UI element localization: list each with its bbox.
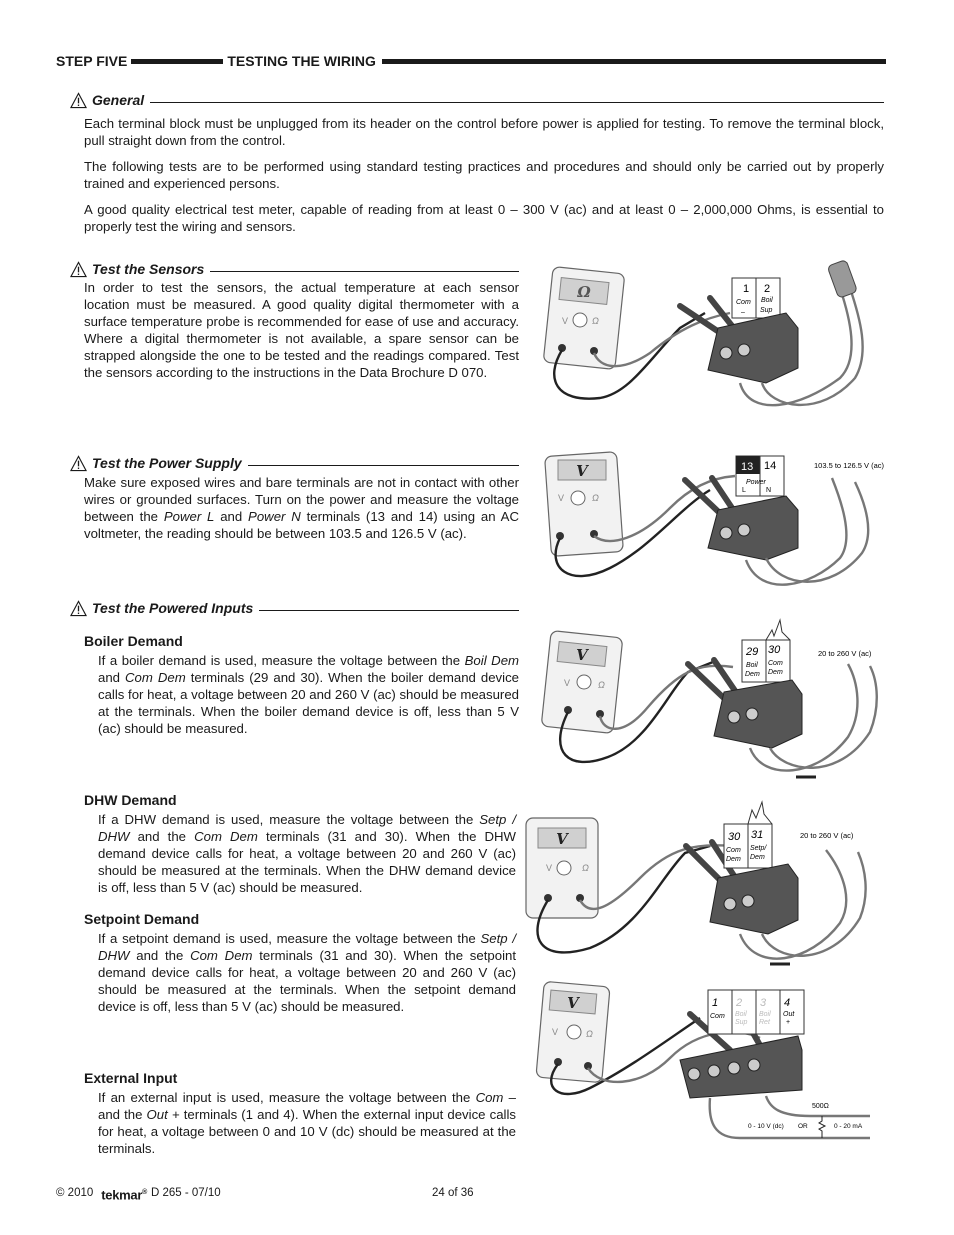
resistor-label: 500Ω: [812, 1103, 829, 1110]
svg-text:Ω: Ω: [592, 316, 599, 326]
multimeter: [541, 630, 623, 733]
sensor-test-figure: [540, 258, 890, 418]
svg-text:31: 31: [751, 829, 764, 841]
svg-text:Out: Out: [783, 1011, 795, 1018]
svg-text:Dem: Dem: [750, 854, 765, 861]
copyright: © 2010: [56, 1187, 94, 1200]
voltage-range-label: 0 - 10 V (dc): [748, 1123, 784, 1130]
step-title: TESTING THE WIRING: [227, 52, 376, 69]
page-footer: [56, 1184, 896, 1203]
svg-text:Boil: Boil: [735, 1011, 747, 1018]
warning-icon: [70, 92, 87, 109]
svg-text:Ω: Ω: [592, 493, 599, 503]
multimeter: [526, 818, 598, 918]
general-heading: [70, 92, 884, 109]
warning-icon: [70, 455, 87, 472]
header-rule: [382, 59, 886, 64]
multimeter: [543, 266, 625, 369]
svg-text:30: 30: [768, 644, 781, 656]
general-paragraph-2: The following tests are to be performed using standard testing practices and procedures and should only be carried out by properly trained and experienced persons.: [84, 159, 884, 191]
svg-text:Setp/: Setp/: [750, 845, 767, 852]
voltage-range-label: 20 to 260 V (ac): [818, 649, 872, 658]
svg-text:Com: Com: [768, 660, 783, 667]
powered-heading: [70, 600, 519, 617]
svg-text:V: V: [556, 830, 568, 848]
or-label: OR: [798, 1123, 808, 1130]
svg-text:Sup: Sup: [735, 1019, 748, 1026]
terminal-block: [680, 990, 804, 1098]
svg-text:Ret: Ret: [759, 1019, 770, 1026]
temperature-sensor: [827, 260, 857, 299]
svg-text:Ω: Ω: [582, 863, 589, 873]
svg-text:+: +: [786, 1019, 791, 1026]
general-paragraph-3: A good quality electrical test meter, capable of reading from at least 0 – 300 V (ac) and at least 0 – 2,000,000 Ohms, is essential to properly test the wiring and sensors.: [84, 202, 884, 234]
dhw-demand-figure: [520, 798, 890, 973]
svg-text:N: N: [766, 487, 772, 494]
svg-text:Ω: Ω: [598, 680, 605, 690]
svg-text:Boil: Boil: [746, 662, 758, 669]
sensors-paragraph: In order to test the sensors, the actual temperature at each sensor location must be measured. A good quality digital thermometer with a surface temperature probe is recommended for ease of use and accuracy. Where a digital thermometer is not available, a spare sensor can be strapped alongside the one to be tested and the readings compared. Test the sensors according to the instructions in the Data Brochure D 070.: [84, 280, 519, 380]
sensors-heading: [70, 261, 519, 278]
page-number: 24 of 36: [432, 1187, 474, 1200]
svg-text:Boil: Boil: [759, 1011, 771, 1018]
terminal-block: [708, 278, 798, 383]
boiler-demand-paragraph: If a boiler demand is used, measure the voltage between the Boil Dem and Com Dem terminals (29 and 30). When the boiler demand device calls for heat, a voltage between 20 and 260 V (ac) should be measured at the terminals. When the boiler demand device is off, less than 5 V (ac) should be measured.: [98, 653, 520, 736]
svg-text:Com: Com: [726, 847, 741, 854]
svg-text:–: –: [741, 309, 745, 316]
svg-text:V: V: [558, 493, 565, 503]
terminal-block: [708, 456, 798, 560]
svg-text:Boil: Boil: [761, 297, 773, 304]
svg-text:3: 3: [760, 997, 767, 1009]
multimeter: [536, 981, 610, 1082]
general-title: General: [92, 92, 145, 108]
svg-text:Power: Power: [746, 479, 766, 486]
svg-text:Com: Com: [710, 1013, 725, 1020]
svg-text:29: 29: [746, 646, 759, 658]
external-input-title: External Input: [84, 1070, 178, 1086]
power-title: Test the Power Supply: [92, 455, 242, 471]
power-test-figure: [540, 448, 890, 598]
voltage-range-label: 103.5 to 126.5 V (ac): [814, 461, 885, 470]
current-range-label: 0 - 20 mA: [834, 1123, 863, 1130]
heading-rule: [210, 271, 519, 272]
svg-text:1: 1: [743, 283, 750, 295]
svg-text:Sup: Sup: [760, 307, 773, 314]
dhw-demand-paragraph: If a DHW demand is used, measure the voltage between the Setp / DHW and the Com Dem terminals (31 and 30). When the DHW demand device calls for heat, a voltage between 20 and 260 V (ac) should be measured at the terminals. When the DHW demand device is off, less than 5 V (ac) should be measured.: [98, 812, 517, 895]
svg-text:V: V: [576, 646, 588, 664]
meter-display-v: V: [576, 462, 588, 480]
warning-icon: [70, 261, 87, 278]
power-heading: [70, 455, 519, 472]
svg-text:2: 2: [764, 283, 771, 295]
step-label: STEP FIVE: [56, 52, 128, 69]
svg-text:L: L: [742, 487, 746, 494]
svg-text:V: V: [564, 678, 571, 688]
boiler-demand-figure: [538, 612, 888, 782]
svg-text:Ω: Ω: [586, 1029, 593, 1039]
setpoint-demand-title: Setpoint Demand: [84, 911, 200, 927]
svg-text:Dem: Dem: [768, 669, 783, 676]
step-header: [56, 52, 886, 70]
heading-rule: [150, 102, 884, 103]
header-divider: [131, 59, 223, 64]
svg-text:2: 2: [736, 997, 743, 1009]
external-input-figure: [530, 978, 890, 1148]
boiler-demand-title: Boiler Demand: [84, 633, 183, 649]
setpoint-demand-paragraph: If a setpoint demand is used, measure the voltage between the Setp / DHW and the Com Dem terminals (31 and 30). When the setpoint demand device calls for heat, a voltage between 20 and 260 V (ac) should be measured at the terminals. When the setpoint demand device is off, less than 5 V (ac) should be measured.: [98, 931, 516, 1014]
svg-text:30: 30: [728, 831, 741, 843]
svg-text:V: V: [552, 1027, 559, 1037]
svg-text:Com: Com: [736, 299, 751, 306]
svg-text:V: V: [567, 994, 579, 1012]
warning-icon: [70, 600, 87, 617]
dhw-demand-title: DHW Demand: [84, 792, 177, 808]
heading-rule: [248, 465, 519, 466]
svg-text:13: 13: [741, 461, 754, 473]
svg-text:Dem: Dem: [726, 856, 741, 863]
sensors-title: Test the Sensors: [92, 261, 205, 277]
meter-display-ohm: Ω: [577, 283, 591, 301]
heading-rule: [259, 610, 519, 611]
powered-title: Test the Powered Inputs: [92, 600, 254, 616]
voltage-range-label: 20 to 260 V (ac): [800, 831, 854, 840]
power-paragraph: Make sure exposed wires and bare terminals are not in contact with other wires or grounded surfaces. Turn on the power and measure the voltage between the Power L and Power N terminals (13 and 14) using an AC voltmeter, the reading should be between 103.5 and 126.5 V (ac).: [84, 475, 519, 541]
terminal-block: [710, 802, 798, 934]
svg-text:14: 14: [764, 460, 777, 472]
general-paragraph-1: Each terminal block must be unplugged from its header on the control before power is applied for testing. To remove the terminal block, pull straight down from the control.: [84, 116, 884, 148]
svg-text:1: 1: [712, 997, 719, 1009]
svg-text:Dem: Dem: [745, 671, 760, 678]
tekmar-logo: tekmar®: [101, 1187, 147, 1203]
svg-text:V: V: [546, 863, 553, 873]
external-input-paragraph: If an external input is used, measure the voltage between the Com – and the Out + terminals (1 and 4). When the external input device calls for heat, a voltage between 0 and 10 V (dc) should be measured at the terminals.: [98, 1090, 517, 1156]
document-code: D 265 - 07/10: [150, 1187, 221, 1200]
svg-text:4: 4: [784, 997, 791, 1009]
svg-text:V: V: [562, 316, 569, 326]
